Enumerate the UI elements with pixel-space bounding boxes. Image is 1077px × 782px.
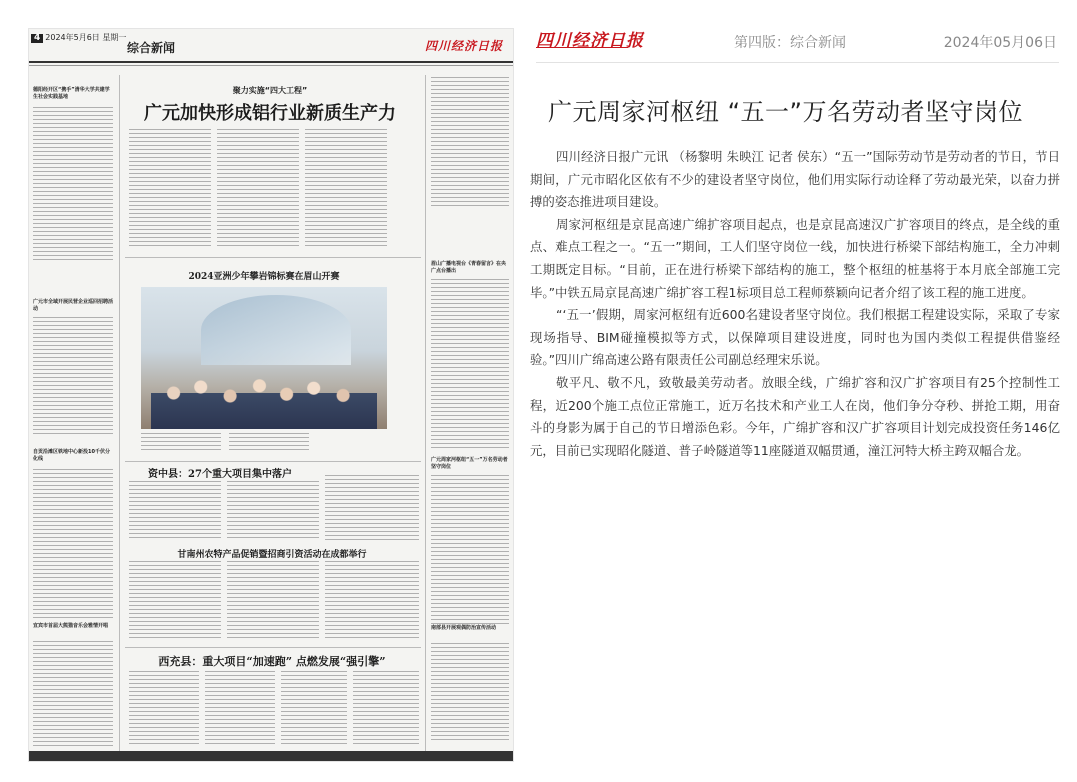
photo-caption-text — [229, 433, 309, 453]
lead-story-text — [217, 129, 299, 249]
story-text — [129, 481, 221, 541]
lead-story-headline[interactable]: 广元加快形成铝行业新质生产力 — [144, 103, 396, 124]
lead-story-text — [129, 129, 211, 249]
page-section-title: 综合新闻 — [127, 41, 176, 55]
article-title: 广元周家河枢纽 “五一”万名劳动者坚守岗位 — [548, 98, 1023, 126]
article-paragraph: 敬平凡、敬不凡，致敬最美劳动者。放眼全线，广绵扩容和汉广扩容项目有25个控制性工程，近200个施工点位正常施工，近万名技术和产业工人在岗，他们争分夺秒、拼抢工期，用奋斗的身影为属于自己的节日增添色彩。今年，广绵扩容和汉广扩容项目计划完成投资任务146亿元，目前已实现昭化隧道、普子岭隧道等11座隧道双幅贯通，潼江河特大桥主跨双幅合龙。 — [530, 374, 1060, 458]
logo-underline — [536, 47, 628, 48]
article-paragraph: “‘五一’假期，周家河枢纽有近600名建设者坚守岗位。我们根据工程建设实际，采取了专家现场指导、BIM碰撞模拟等方式，以保障项目建设进度，同时也为国内类似工程提供借鉴经验。”四川广绵高速公路有限责任公司副总经理宋乐说。 — [530, 307, 1060, 368]
side-story-heading[interactable]: 眉山广播电视台《青春留言》在央广点台播出 — [431, 261, 507, 274]
side-story-heading[interactable]: 南部县开展观偶防治宣传活动 — [431, 625, 497, 631]
story-text — [325, 475, 419, 541]
page-masthead-logo: 四川经济日报 — [424, 39, 503, 53]
news-photo[interactable] — [141, 287, 387, 429]
column-divider — [425, 75, 426, 751]
side-story-text — [33, 107, 113, 262]
story-text — [129, 561, 221, 641]
story-headline[interactable]: 甘南州农特产品促销暨招商引资活动在成都举行 — [177, 550, 367, 560]
story-text — [129, 671, 199, 747]
photo-story-headline[interactable]: 2024亚洲少年攀岩锦标赛在眉山开赛 — [188, 272, 340, 282]
side-story-text — [431, 77, 509, 207]
side-story-text — [33, 469, 113, 619]
column-divider — [119, 75, 120, 751]
side-story-heading[interactable]: 宜宾市首届大熊猫音乐会雅情开唱 — [33, 623, 109, 629]
story-text — [227, 561, 319, 641]
side-story-text — [431, 643, 509, 743]
athletes-group — [151, 369, 377, 429]
side-story-text — [431, 475, 509, 625]
side-story-text — [33, 641, 113, 746]
site-logo[interactable]: 四川经济日报 — [536, 31, 644, 51]
side-story-heading[interactable]: 广元市全域开展民营企业巡回招聘活动 — [33, 299, 114, 312]
article-paragraph: 周家河枢纽是京昆高速广绵扩容项目起点，也是京昆高速汉广扩容项目的终点，是全线的重点、难点工程之一。“五一”期间，工人们坚守岗位一线，加快进行桥梁下部结构施工，全力冲刺工期既定目标。“目前，正在进行桥梁下部结构的施工，整个枢纽的桩基将于本月底全部施工完毕。”中铁五局京昆高速广绵扩容工程1标项目总工程师蔡颖向记者介绍了该工程的施工进度。 — [530, 216, 1060, 300]
story-text — [281, 671, 347, 747]
story-divider — [125, 257, 421, 258]
article-panel — [528, 0, 1077, 782]
header-rule — [29, 61, 513, 63]
story-divider — [125, 647, 421, 648]
header-rule-thin — [29, 65, 513, 66]
story-text — [325, 561, 419, 641]
photo-caption-text — [141, 433, 221, 453]
newspaper-page-thumbnail[interactable] — [28, 28, 514, 762]
lead-story-text — [305, 129, 387, 249]
publish-date: 2024年05月06日 — [943, 35, 1057, 51]
side-story-heading[interactable]: 自贡沿滩区铁地中心新投10千伏分化线 — [33, 449, 110, 462]
story-text — [205, 671, 275, 747]
side-story-text — [33, 317, 113, 437]
article-paragraph: 四川经济日报广元讯 （杨黎明 朱映江 记者 侯东）“五一”国际劳动节是劳动者的节日，节日期间，广元市昭化区依有不少的建设者坚守岗位，他们用实际行动诠释了劳动最光荣，以奋力拼搏的姿态推进项目建设。 — [530, 149, 1060, 210]
side-story-heading[interactable]: 广元周家河枢纽“五一”万名劳动者坚守岗位 — [431, 457, 508, 470]
side-story-heading[interactable]: 德阳经开区“携手”清华大学共建学生社会实践基地 — [33, 87, 110, 100]
page-footer-bar — [29, 751, 513, 761]
story-text — [227, 481, 319, 541]
header-divider — [536, 62, 1059, 63]
story-divider — [125, 461, 421, 462]
climbing-wall — [201, 295, 351, 365]
side-story-text — [431, 279, 509, 449]
edition-label: 第四版：综合新闻 — [734, 35, 846, 51]
lead-story-kicker: 聚力实施“四大工程” — [232, 86, 308, 95]
story-headline[interactable]: 资中县：27个重大项目集中落户 — [148, 469, 292, 480]
page-number: 4 2024年5月6日 星期一 — [31, 33, 126, 43]
story-text — [353, 671, 419, 747]
page-header — [29, 29, 513, 71]
story-headline[interactable]: 西充县：重大项目“加速跑” 点燃发展“强引擎” — [158, 655, 386, 668]
article-body — [530, 146, 1060, 462]
